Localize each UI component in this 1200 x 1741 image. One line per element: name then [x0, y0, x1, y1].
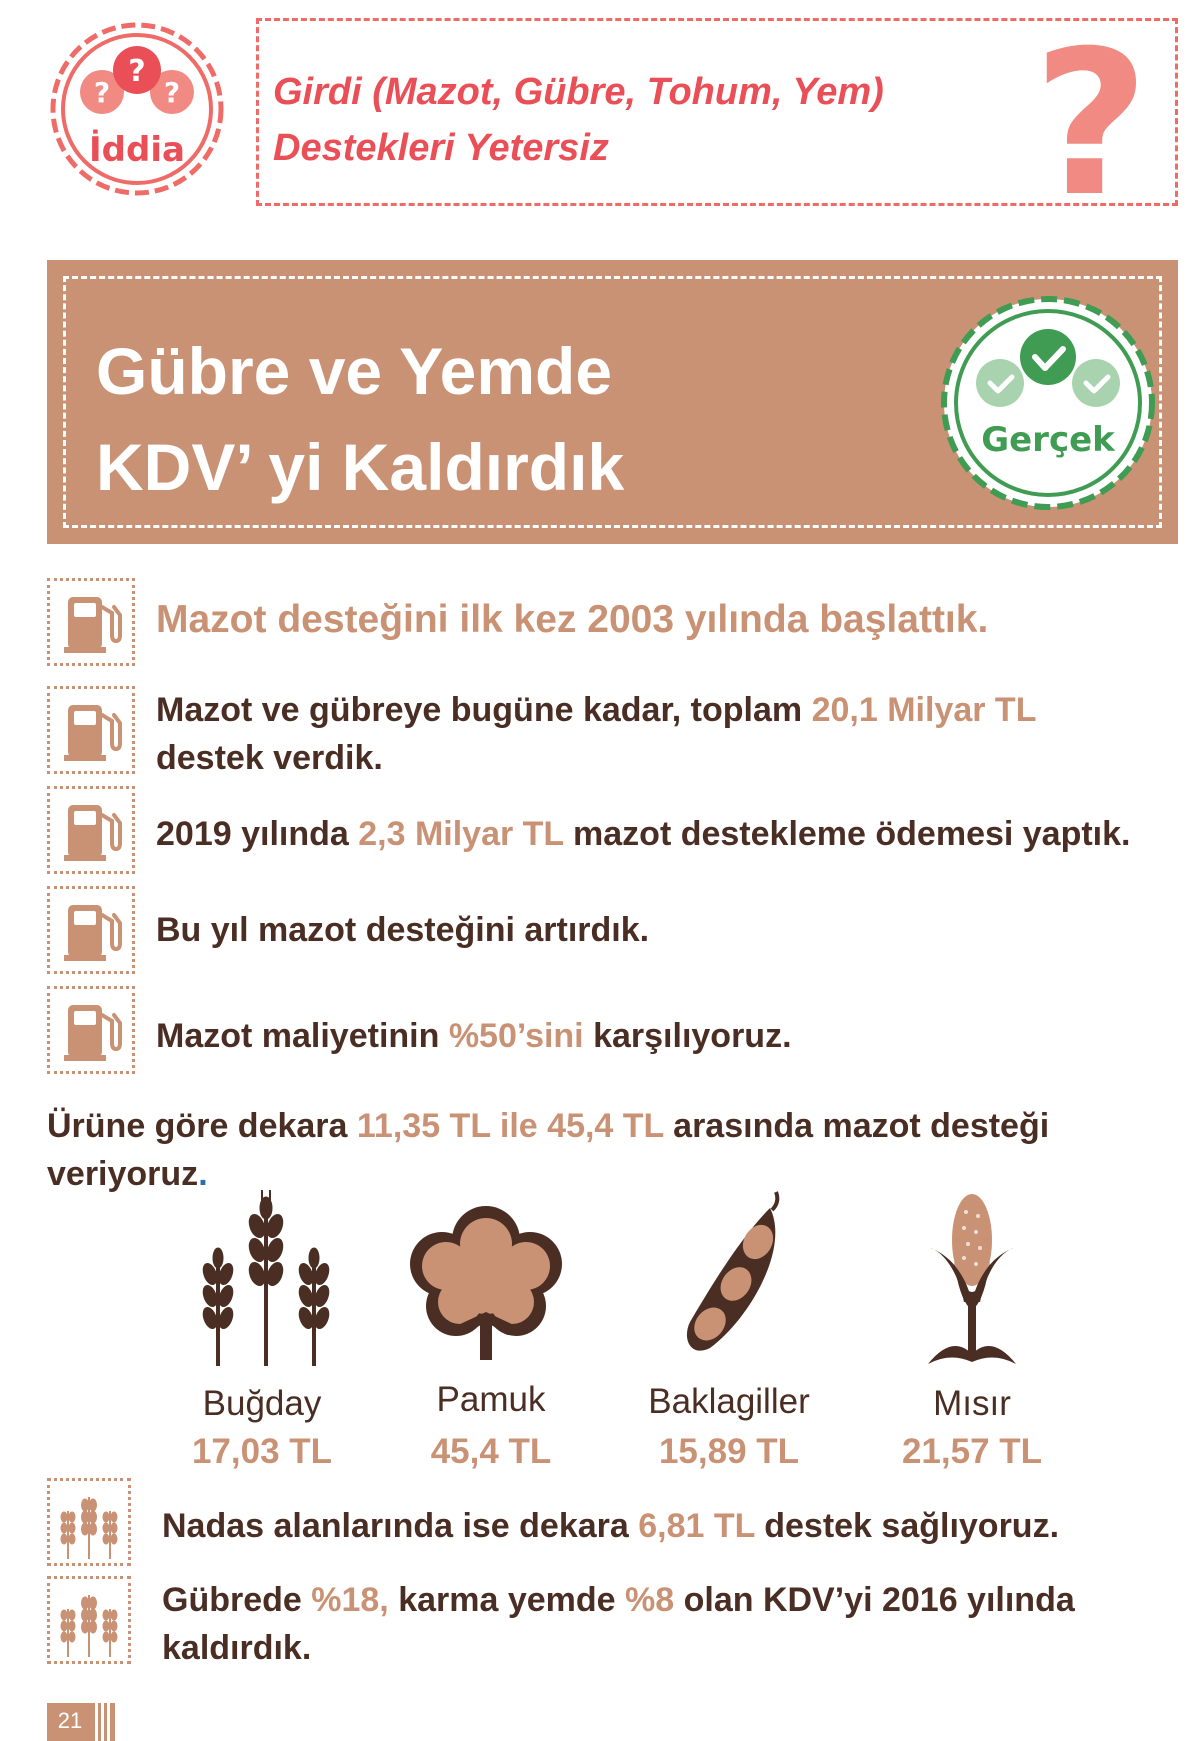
fact-title-line2: KDV’ yi Kaldırdık	[96, 430, 625, 504]
corn-icon	[924, 1192, 1020, 1377]
claim-title-line2: Destekleri Yetersiz	[273, 127, 609, 169]
item-3-text	[156, 810, 1131, 858]
fuel-pump-icon	[47, 886, 135, 974]
crop-value-cotton: 45,4 TL	[430, 1432, 552, 1471]
page-number: 21	[57, 1708, 83, 1733]
item-1-text	[156, 596, 988, 645]
bottom-item-2-post: olan KDV’yi 2016 yılında	[674, 1581, 1075, 1619]
range-pre: Ürüne göre dekara	[47, 1107, 357, 1145]
fact-badge-label: Gerçek	[981, 420, 1115, 460]
bottom-item-1-text	[162, 1502, 1059, 1550]
claim-box	[256, 8, 1178, 241]
range-highlight: 11,35 TL ile 45,4 TL	[356, 1107, 664, 1145]
page-number-box	[47, 1703, 115, 1741]
item-2-highlight: 20,1 Milyar TL	[811, 691, 1037, 729]
crop-value-wheat: 17,03 TL	[191, 1432, 333, 1471]
item-4-text	[156, 906, 649, 954]
item-3-post: mazot destekleme ödemesi yaptık.	[563, 815, 1131, 853]
fact-banner-frame	[63, 276, 1162, 528]
crop-name-legumes: Baklagiller	[648, 1382, 810, 1421]
item-3-highlight: 2,3 Milyar TL	[358, 815, 564, 853]
bottom-item-2-mid: karma yemde	[388, 1581, 626, 1619]
item-4-label: Bu yıl mazot desteğini artırdık.	[156, 911, 650, 949]
item-2-pre: Mazot ve gübreye bugüne kadar, toplam	[156, 691, 812, 729]
crop-name-cotton: Pamuk	[436, 1380, 546, 1419]
range-dot: .	[198, 1155, 208, 1193]
fuel-pump-icon	[47, 686, 135, 774]
item-5-pre: Mazot maliyetinin	[156, 1017, 449, 1055]
crop-value-corn: 21,57 TL	[901, 1432, 1043, 1471]
crop-value-legumes: 15,89 TL	[658, 1432, 800, 1471]
bottom-item-2-line2: kaldırdık.	[162, 1629, 312, 1667]
bottom-item-1-highlight: 6,81 TL	[638, 1507, 755, 1545]
item-2-line2: destek verdik.	[156, 739, 383, 777]
wheat-icon	[196, 1190, 336, 1371]
bottom-item-2-pre: Gübrede	[162, 1581, 312, 1619]
crop-name-wheat: Buğday	[202, 1384, 322, 1423]
item-1-highlight: Mazot desteğini ilk kez 2003 yılında başlattık.	[156, 598, 989, 641]
bottom-item-2-text	[162, 1576, 1075, 1672]
cotton-icon	[404, 1202, 568, 1371]
wheat-icon	[47, 1576, 131, 1664]
wheat-icon	[47, 1478, 131, 1566]
bottom-item-2-highlight: %18,	[311, 1581, 389, 1619]
item-3-pre: 2019 yılında	[156, 815, 359, 853]
fuel-pump-icon	[47, 578, 135, 666]
item-5-post: karşılıyoruz.	[583, 1017, 792, 1055]
legume-pod-icon	[680, 1188, 790, 1363]
claim-badge	[44, 16, 230, 202]
claim-title-line1: Girdi (Mazot, Gübre, Tohum, Yem)	[273, 71, 884, 113]
svg-text:?: ?	[128, 54, 146, 89]
item-2-text	[156, 686, 1036, 782]
fact-title-line1: Gübre ve Yemde	[96, 334, 613, 408]
range-post: arasında mazot desteği	[663, 1107, 1050, 1145]
claim-badge-label: İddia	[89, 130, 185, 170]
range-text	[47, 1102, 1049, 1198]
crop-name-corn: Mısır	[933, 1384, 1011, 1423]
fact-badge	[936, 291, 1160, 515]
bottom-item-2-highlight2: %8	[625, 1581, 675, 1619]
fact-banner	[47, 260, 1178, 544]
question-mark-icon: ?	[1032, 8, 1149, 241]
item-5-highlight: %50’sini	[448, 1017, 584, 1055]
svg-text:?: ?	[93, 76, 111, 109]
svg-text:?: ?	[163, 76, 181, 109]
bottom-item-1-post: destek sağlıyoruz.	[754, 1507, 1060, 1545]
fuel-pump-icon	[47, 986, 135, 1074]
bottom-item-1-pre: Nadas alanlarında ise dekara	[162, 1507, 639, 1545]
fuel-pump-icon	[47, 786, 135, 874]
range-line2: veriyoruz	[47, 1155, 199, 1193]
item-5-text	[156, 1012, 792, 1060]
